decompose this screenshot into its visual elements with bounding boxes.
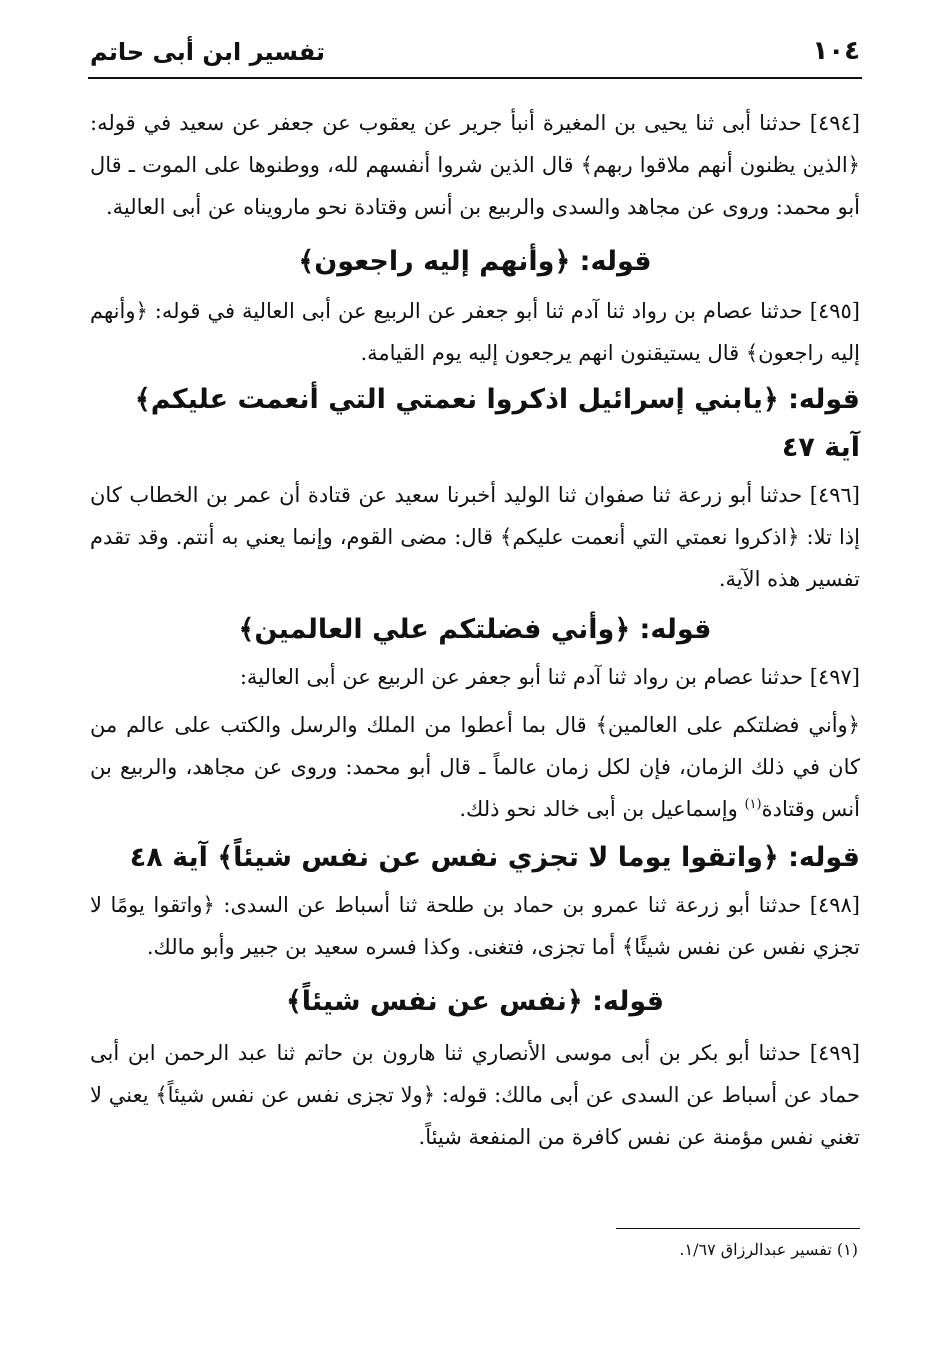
heading-nafsun-an-nafs: قوله: ﴿نفس عن نفس شيئاً﴾ xyxy=(285,986,665,1017)
narration-496: [٤٩٦] حدثنا أبو زرعة ثنا صفوان ثنا الوليد أخبرنا سعيد عن قتادة أن عمر بن الخطاب كان إذا تلا: ﴿اذكروا نعمتي التي أنعمت عليكم﴾ قال: مضى القوم، وإنما يعني به أنتم. وقد تقدم تفسير هذه الآية. xyxy=(90,483,860,591)
ayah-number-48: آية ٤٨ xyxy=(129,842,208,873)
commentary-tail: وإسماعيل بن أبى خالد نحو ذلك. xyxy=(459,797,745,821)
narration-497-commentary xyxy=(90,704,860,830)
main-text xyxy=(90,102,860,1158)
page-number: ١٠٤ xyxy=(812,36,860,66)
ayah-number-47: آية ٤٧ xyxy=(781,432,860,463)
narration-494: [٤٩٤] حدثنا أبى ثنا يحيى بن المغيرة أنبأ جرير عن يعقوب عن جعفر عن سعيد في قوله: ﴿الذين يظنون أنهم ملاقوا ربهم﴾ قال الذين شروا أنفسهم لله، ووطنوها على الموت ـ قال أبو محمد: وروى عن مجاهد والسدى والربيع بن أنس وقتادة نحو مارويناه عن أبى العالية. xyxy=(90,111,860,219)
narration-495: [٤٩٥] حدثنا عصام بن رواد ثنا آدم ثنا أبو جعفر عن الربيع عن أبى العالية في قوله: ﴿وأنهم إليه راجعون﴾ قال يستيقنون انهم يرجعون إليه يوم القيامة. xyxy=(90,299,860,365)
narration-497: [٤٩٧] حدثنا عصام بن رواد ثنا آدم ثنا أبو جعفر عن الربيع عن أبى العالية: xyxy=(239,665,860,689)
heading-faddaltukum: قوله: ﴿وأني فضلتكم علي العالمين﴾ xyxy=(238,614,712,645)
heading-wattaqu xyxy=(90,834,860,882)
footnote-rule xyxy=(616,1228,860,1229)
footnote-1: (١) تفسير عبدالرزاق ١/٦٧. xyxy=(679,1240,858,1259)
commentary-text: ﴿وأني فضلتكم على العالمين﴾ قال بما أعطوا من الملك والرسل والكتب على عالم من كان في ذلك الزمان، فإن لكل زمان عالماً ـ قال أبو محمد: وروى عن مجاهد، والربيع بن أنس وقتادة xyxy=(90,713,860,821)
footnote-ref-1[interactable]: (١) xyxy=(744,797,762,812)
book-title: تفسير ابن أبى حاتم xyxy=(90,38,325,66)
heading-verse-text: قوله: ﴿واتقوا يوما لا تجزي نفس عن نفس شيئاً﴾ xyxy=(217,842,860,873)
heading-ya-bani-israil xyxy=(90,376,860,472)
narration-498: [٤٩٨] حدثنا أبو زرعة ثنا عمرو بن حماد بن طلحة ثنا أسباط عن السدى: ﴿واتقوا يومًا لا تجزي نفس عن نفس شيئًا﴾ أما تجزى، فتغنى. وكذا فسره سعيد بن جبير وأبو مالك. xyxy=(90,893,860,959)
header-rule xyxy=(88,77,862,79)
narration-499: [٤٩٩] حدثنا أبو بكر بن أبى موسى الأنصاري ثنا هارون بن حاتم ثنا عبد الرحمن ابن أبى حماد عن أسباط عن السدى عن أبى مالك: قوله: ﴿ولا تجزى نفس عن نفس شيئاً﴾ يعني لا تغني نفس مؤمنة عن نفس كافرة من المنفعة شيئاً. xyxy=(90,1041,860,1149)
heading-verse-text: قوله: ﴿يابني إسرائيل اذكروا نعمتي التي أنعمت عليكم﴾ xyxy=(134,384,860,415)
heading-wa-annahum: قوله: ﴿وأنهم إليه راجعون﴾ xyxy=(298,246,652,277)
running-header xyxy=(90,30,860,76)
